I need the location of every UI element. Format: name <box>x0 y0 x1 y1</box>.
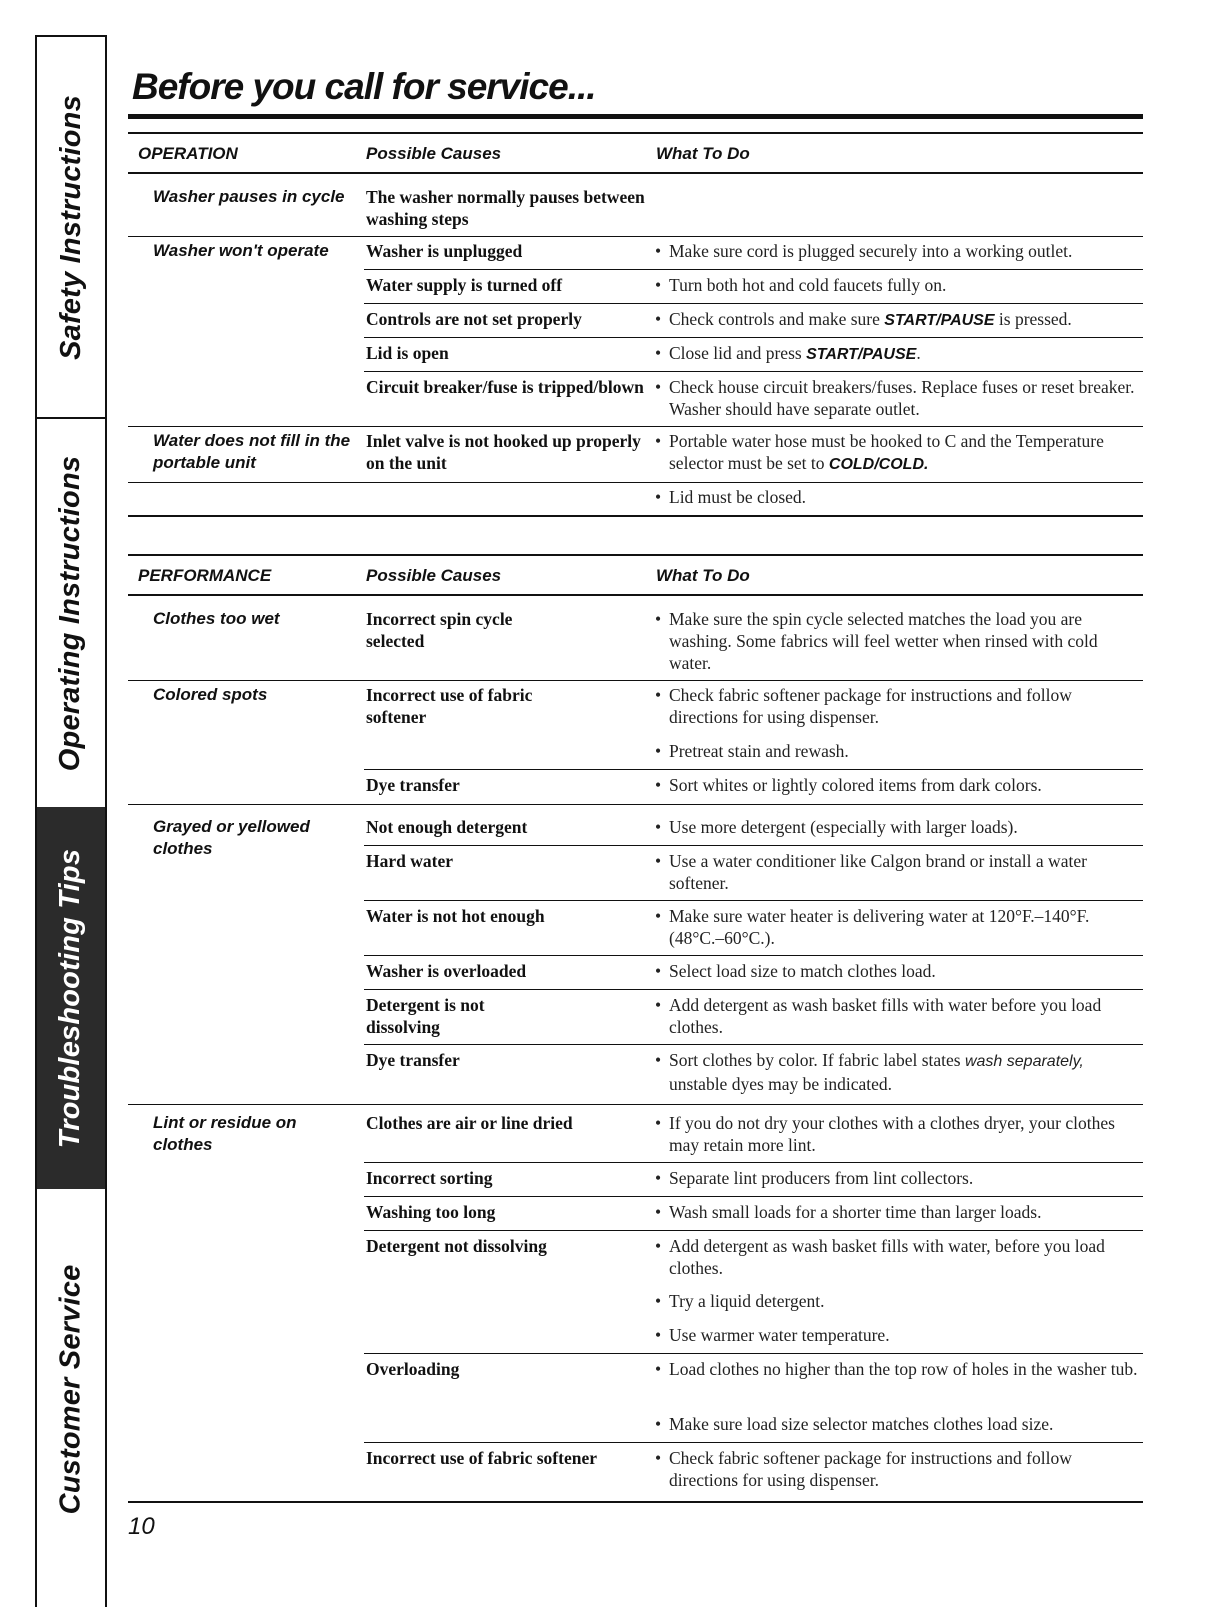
cause: Washing too long <box>366 1202 496 1222</box>
cause: Not enough detergent <box>366 817 528 837</box>
tab-label: Customer Service <box>54 1264 87 1514</box>
remedy: • Make sure water heater is delivering water at 120°F.–140°F. (48°C.–60°C.). <box>655 906 1090 948</box>
remedy: • Make sure load size selector matches clothes load size. <box>655 1414 1054 1434</box>
remedy: • Use warmer water temperature. <box>655 1325 890 1345</box>
remedy: • Use more detergent (especially with larger loads). <box>655 817 1018 837</box>
cause: Hard water <box>366 851 453 871</box>
tab-label: Troubleshooting Tips <box>54 848 87 1148</box>
remedy: • Check fabric softener package for instructions and follow directions for using dispenser. <box>655 685 1072 727</box>
cause: Water is not hot enough <box>366 906 545 926</box>
divider <box>128 1501 1143 1503</box>
column-header-problem: PERFORMANCE <box>138 566 272 585</box>
remedy: • Check controls and make sure START/PAUSE is pressed. <box>655 309 1072 329</box>
cause: Detergent is not dissolving <box>366 995 485 1037</box>
problem-title: Lint or residue on clothes <box>153 1113 297 1154</box>
divider <box>364 900 1143 901</box>
tab-operating-instructions[interactable] <box>37 419 105 807</box>
remedy: • Portable water hose must be hooked to C and the Temperature selector must be set to COLD/COLD. <box>655 431 1104 473</box>
divider <box>128 554 1143 556</box>
tab-customer-service[interactable] <box>37 1189 105 1589</box>
divider <box>364 1196 1143 1197</box>
page-number: 10 <box>128 1513 155 1540</box>
cause: Circuit breaker/fuse is tripped/blown <box>366 377 644 397</box>
cause: Washer is unplugged <box>366 241 523 261</box>
problem-title: Washer pauses in cycle <box>153 187 345 206</box>
remedy: • Make sure cord is plugged securely into a working outlet. <box>655 241 1073 261</box>
remedy: • Make sure the spin cycle selected matches the load you are washing. Some fabrics will feel wetter when rinsed with cold water. <box>655 609 1098 673</box>
remedy: • Sort clothes by color. If fabric label states wash separately, unstable dyes may be indicated. <box>655 1050 1084 1094</box>
remedy: • Check fabric softener package for instructions and follow directions for using dispenser. <box>655 1448 1072 1490</box>
cause: Incorrect use of fabric softener <box>366 1448 597 1468</box>
section-tabs <box>35 35 107 1607</box>
problem-title: Clothes too wet <box>153 609 280 628</box>
divider <box>128 804 1143 805</box>
remedy: • Close lid and press START/PAUSE. <box>655 343 921 363</box>
remedy: • Try a liquid detergent. <box>655 1291 825 1311</box>
cause: Lid is open <box>366 343 449 363</box>
divider <box>364 1162 1143 1163</box>
divider <box>364 337 1143 338</box>
divider <box>364 1230 1143 1231</box>
divider <box>364 269 1143 270</box>
cause: Controls are not set properly <box>366 309 582 329</box>
divider <box>128 594 1143 596</box>
divider <box>128 172 1143 174</box>
tab-safety-instructions[interactable] <box>37 37 105 419</box>
cause: Clothes are air or line dried <box>366 1113 573 1133</box>
cause: Water supply is turned off <box>366 275 563 295</box>
remedy: • Load clothes no higher than the top row of holes in the washer tub. <box>655 1359 1138 1379</box>
divider <box>364 955 1143 956</box>
cause: Overloading <box>366 1359 460 1379</box>
tab-troubleshooting-tips[interactable] <box>37 807 105 1189</box>
column-header-problem: OPERATION <box>138 144 238 163</box>
remedy: • Sort whites or lightly colored items from dark colors. <box>655 775 1042 795</box>
cause: Dye transfer <box>366 775 460 795</box>
title-rule <box>128 114 1143 119</box>
divider <box>128 680 1143 681</box>
page-title: Before you call for service... <box>132 66 596 107</box>
remedy: • Lid must be closed. <box>655 487 807 507</box>
cause: Inlet valve is not hooked up properly on the unit <box>366 431 641 473</box>
remedy: • Pretreat stain and rewash. <box>655 741 849 761</box>
divider <box>128 482 1143 483</box>
tab-label: Safety Instructions <box>54 94 87 360</box>
divider <box>364 1442 1143 1443</box>
remedy: • Select load size to match clothes load. <box>655 961 936 981</box>
cause: Incorrect use of fabric softener <box>366 685 533 727</box>
problem-title: Washer won't operate <box>153 241 329 260</box>
remedy: • Turn both hot and cold faucets fully on. <box>655 275 947 295</box>
column-header-todo: What To Do <box>656 566 750 585</box>
column-header-causes: Possible Causes <box>366 144 502 163</box>
column-header-causes: Possible Causes <box>366 566 502 585</box>
remedy: • Wash small loads for a shorter time than larger loads. <box>655 1202 1042 1222</box>
remedy: • If you do not dry your clothes with a clothes dryer, your clothes may retain more lint. <box>655 1113 1115 1155</box>
divider <box>364 1044 1143 1045</box>
divider <box>128 1104 1143 1105</box>
cause: Detergent not dissolving <box>366 1236 547 1256</box>
cause: Dye transfer <box>366 1050 460 1070</box>
divider <box>128 132 1143 134</box>
cause: Incorrect spin cycle selected <box>366 609 513 651</box>
divider <box>128 236 1143 237</box>
cause: Incorrect sorting <box>366 1168 493 1188</box>
column-header-todo: What To Do <box>656 144 750 163</box>
problem-title: Water does not fill in the portable unit <box>153 431 351 472</box>
remedy: • Separate lint producers from lint collectors. <box>655 1168 974 1188</box>
divider <box>364 845 1143 846</box>
divider <box>364 303 1143 304</box>
tab-label: Operating Instructions <box>54 455 87 771</box>
problem-title: Grayed or yellowed clothes <box>153 817 310 858</box>
divider <box>364 1353 1143 1354</box>
divider <box>364 769 1143 770</box>
problem-title: Colored spots <box>153 685 268 704</box>
divider <box>128 426 1143 427</box>
remedy: • Add detergent as wash basket fills with water before you load clothes. <box>655 995 1102 1037</box>
divider <box>364 989 1143 990</box>
remedy: • Use a water conditioner like Calgon brand or install a water softener. <box>655 851 1087 893</box>
remedy: • Check house circuit breakers/fuses. Replace fuses or reset breaker. Washer should have separate outlet. <box>655 377 1135 419</box>
divider <box>128 515 1143 517</box>
remedy: • Add detergent as wash basket fills with water, before you load clothes. <box>655 1236 1105 1278</box>
divider <box>364 371 1143 372</box>
cause: Washer is overloaded <box>366 961 527 981</box>
cause: The washer normally pauses between washing steps <box>366 187 645 229</box>
